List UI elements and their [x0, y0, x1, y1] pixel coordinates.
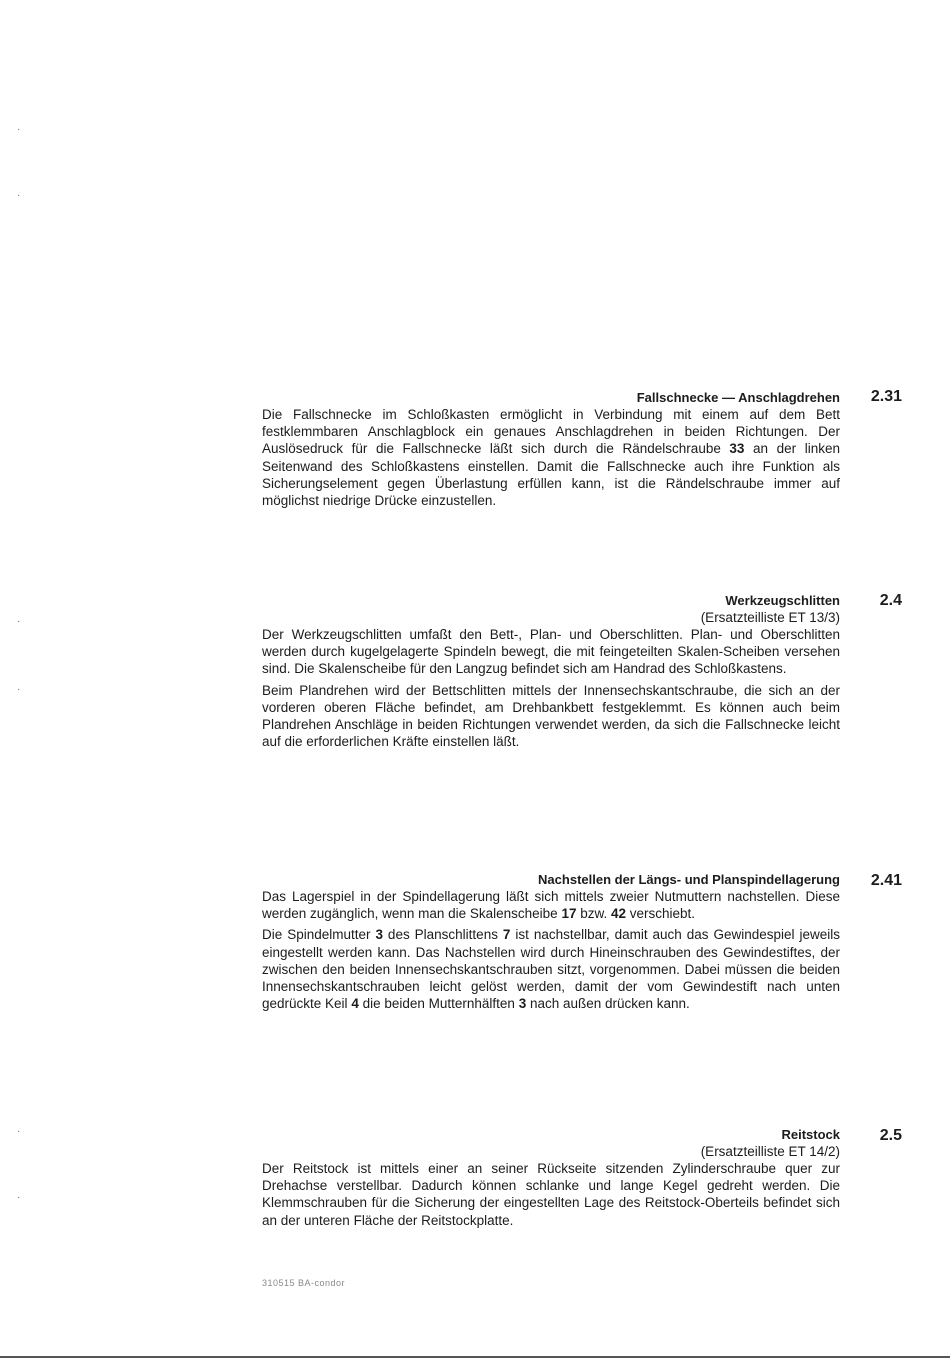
- section-heading: Reitstock: [781, 1127, 840, 1142]
- margin-mark: ·: [17, 616, 21, 627]
- section-nachstellen: [262, 871, 840, 1016]
- section-heading: Werkzeugschlitten: [725, 593, 840, 608]
- paragraph: Das Lagerspiel in der Spindellagerung läßt sich mittels zweier Nutmuttern nachstellen. Diese werden zugänglich, wenn man die Skalenscheibe 17 bzw. 42 verschiebt.: [262, 889, 840, 922]
- section-heading: Fallschnecke — Anschlagdrehen: [636, 390, 840, 405]
- margin-mark: ·: [17, 190, 21, 201]
- section-werkzeugschlitten: [262, 592, 840, 754]
- section-number: 2.41: [870, 872, 902, 889]
- margin-mark: ·: [17, 1192, 21, 1203]
- section-number: 2.4: [879, 592, 902, 609]
- document-code: 310515 BA-condor: [262, 1278, 346, 1288]
- parts-list-reference: (Ersatzteilliste ET 14/2): [700, 1144, 840, 1159]
- margin-mark: ·: [17, 684, 21, 695]
- paragraph: Der Reitstock ist mittels einer an seiner Rückseite sitzenden Zylinderschraube quer zur Drehachse verstellbar. Dadurch können schlanke und lange Kegel gedreht werden. Die Klemmschrauben für die Sicherung der eingestellten Lage des Reitstock-Oberteils befindet sich an der unteren Fläche der Reitstockplatte.: [262, 1161, 840, 1228]
- paragraph: Beim Plandrehen wird der Bettschlitten mittels der Innensechskantschraube, die sich an der vorderen oberen Fläche befindet, am Drehbankbett festgeklemmt. Es können auch beim Plandrehen Anschläge in beiden Richtungen verwendet werden, da sich die Fallschnecke leicht auf die erforderlichen Kräfte einstellen läßt.: [262, 682, 840, 750]
- paragraph: Die Fallschnecke im Schloßkasten ermöglicht in Verbindung mit einem auf dem Bett festklemmbaren Anschlagblock ein genaues Anschlagdrehen in beiden Richtungen. Der Auslösedruck für die Fallschnecke läßt sich durch die Rändelschraube 33 an der linken Seitenwand des Schloßkastens einstellen. Damit die Fallschnecke auch ihre Funktion als Sicherungselement gegen Überlastung erfüllen kann, ist die Rändelschraube immer auf möglichst niedrige Drücke einzustellen.: [262, 407, 840, 509]
- parts-list-reference: (Ersatzteilliste ET 13/3): [700, 610, 840, 625]
- margin-mark: ·: [17, 1126, 21, 1137]
- margin-mark: ·: [17, 124, 21, 135]
- section-number: 2.5: [879, 1127, 902, 1144]
- section-heading: Nachstellen der Längs- und Planspindellagerung: [538, 872, 840, 887]
- section-fallschnecke: [262, 389, 840, 513]
- section-reitstock: [262, 1126, 840, 1233]
- paragraph: Der Werkzeugschlitten umfaßt den Bett-, Plan- und Oberschlitten. Plan- und Oberschlitten werden durch kugelgelagerte Spindeln bewegt, die mit feingeteilten Skalen-Scheiben versehen sind. Die Skalenscheibe für den Langzug befindet sich am Handrad des Schloßkastens.: [262, 627, 840, 677]
- paragraph: Die Spindelmutter 3 des Planschlittens 7 ist nachstellbar, damit auch das Gewindespiel jeweils eingestellt werden kann. Das Nachstellen wird durch Hineinschrauben des Gewindestiftes, der zwischen den beiden Innensechskantschrauben sitzt, vorgenommen. Dabei müssen die beiden Innensechskantschrauben leicht gelöst werden, damit der vom Gewindestift nach unten gedrückte Keil 4 die beiden Mutternhälften 3 nach außen drücken kann.: [262, 927, 841, 1012]
- section-number: 2.31: [870, 388, 902, 405]
- page-bottom-rule: [0, 1356, 950, 1358]
